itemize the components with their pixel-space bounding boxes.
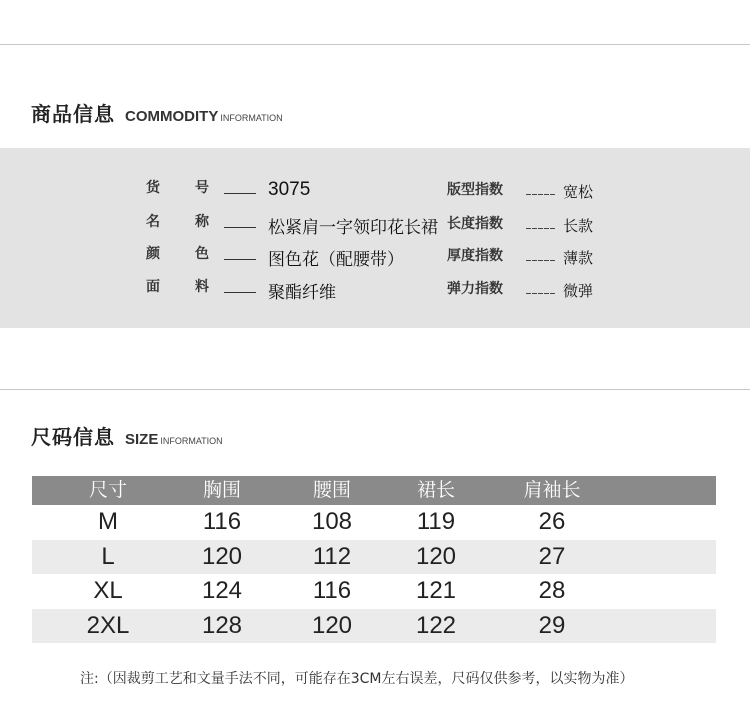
cell-bust: 124: [201, 577, 243, 604]
header-skirt-length: 裙长: [416, 479, 455, 501]
dash-line: [526, 194, 556, 195]
dash-line: [224, 259, 256, 260]
info-row: [0, 176, 750, 206]
length-index-value: 长款: [563, 217, 594, 235]
cell-skirt-length: 120: [415, 542, 457, 570]
label-char-b: 色: [195, 246, 209, 262]
dash-line: [526, 228, 556, 229]
dash-line: [526, 293, 556, 294]
middle-divider: [0, 389, 750, 390]
table-header-row: [32, 476, 716, 505]
length-index-label: 长度指数: [447, 216, 503, 232]
cell-skirt-length: 122: [415, 611, 457, 639]
thickness-index-value: 薄款: [563, 249, 594, 267]
info-row: [0, 210, 750, 240]
table-row: [32, 574, 716, 609]
label-char-a: 名: [146, 214, 160, 230]
color-value: 图色花（配腰带）: [268, 250, 404, 270]
dash-line: [224, 292, 256, 293]
label-char-a: 面: [146, 279, 160, 295]
label-char-a: 货: [146, 180, 160, 196]
top-divider: [0, 44, 750, 45]
item-number-value: 3075: [268, 179, 311, 200]
stretch-index-value: 微弹: [563, 282, 594, 300]
size-title-en-small: INFORMATION: [160, 436, 223, 446]
header-shoulder-sleeve: 肩袖长: [523, 479, 581, 501]
fabric-value: 聚酯纤维: [268, 283, 336, 303]
cell-shoulder-sleeve: 29: [538, 611, 566, 639]
label-char-b: 称: [195, 214, 209, 230]
label-char-a: 颜: [146, 246, 160, 262]
cell-skirt-length: 121: [415, 577, 457, 604]
header-size: 尺寸: [88, 479, 127, 501]
cell-waist: 112: [312, 542, 352, 570]
commodity-title-en: COMMODITY: [125, 108, 219, 125]
cell-size: 2XL: [86, 611, 130, 639]
stretch-index-label: 弹力指数: [447, 281, 503, 297]
size-disclaimer-note: 注:（因裁剪工艺和文量手法不同，可能存在3CM左右误差，尺码仅供参考，以实物为准）: [80, 671, 634, 687]
table-row: [32, 609, 716, 644]
cell-size: L: [101, 542, 115, 570]
table-row: [32, 540, 716, 575]
cell-skirt-length: 119: [416, 508, 456, 535]
size-title-zh: 尺码信息: [31, 425, 115, 449]
size-title-en: SIZE: [125, 431, 159, 448]
label-char-b: 号: [195, 180, 209, 196]
label-char-b: 料: [195, 279, 209, 295]
size-section-title: [31, 421, 223, 450]
product-name-value: 松紧肩一字领印花长裙: [268, 218, 438, 238]
header-bust: 胸围: [202, 479, 241, 501]
info-row: [0, 242, 750, 272]
fit-index-label: 版型指数: [447, 182, 503, 198]
fit-index-value: 宽松: [563, 183, 594, 201]
commodity-section-title: [31, 98, 283, 127]
commodity-title-en-small: INFORMATION: [220, 113, 283, 123]
commodity-title-zh: 商品信息: [31, 102, 115, 126]
cell-size: M: [98, 508, 118, 535]
thickness-index-label: 厚度指数: [447, 248, 503, 264]
dash-line: [224, 227, 256, 228]
cell-bust: 128: [201, 611, 243, 639]
info-row: [0, 275, 750, 305]
cell-waist: 108: [311, 508, 353, 535]
table-row: [32, 505, 716, 540]
cell-waist: 120: [311, 611, 353, 639]
cell-shoulder-sleeve: 27: [538, 542, 566, 570]
dash-line: [526, 260, 556, 261]
cell-shoulder-sleeve: 26: [538, 508, 566, 535]
cell-bust: 116: [202, 508, 242, 535]
commodity-info-panel: [0, 148, 750, 328]
cell-waist: 116: [312, 577, 352, 604]
dash-line: [224, 193, 256, 194]
cell-bust: 120: [201, 542, 243, 570]
size-table: [32, 476, 716, 643]
cell-size: XL: [93, 577, 123, 604]
header-waist: 腰围: [312, 479, 351, 501]
cell-shoulder-sleeve: 28: [538, 577, 566, 604]
